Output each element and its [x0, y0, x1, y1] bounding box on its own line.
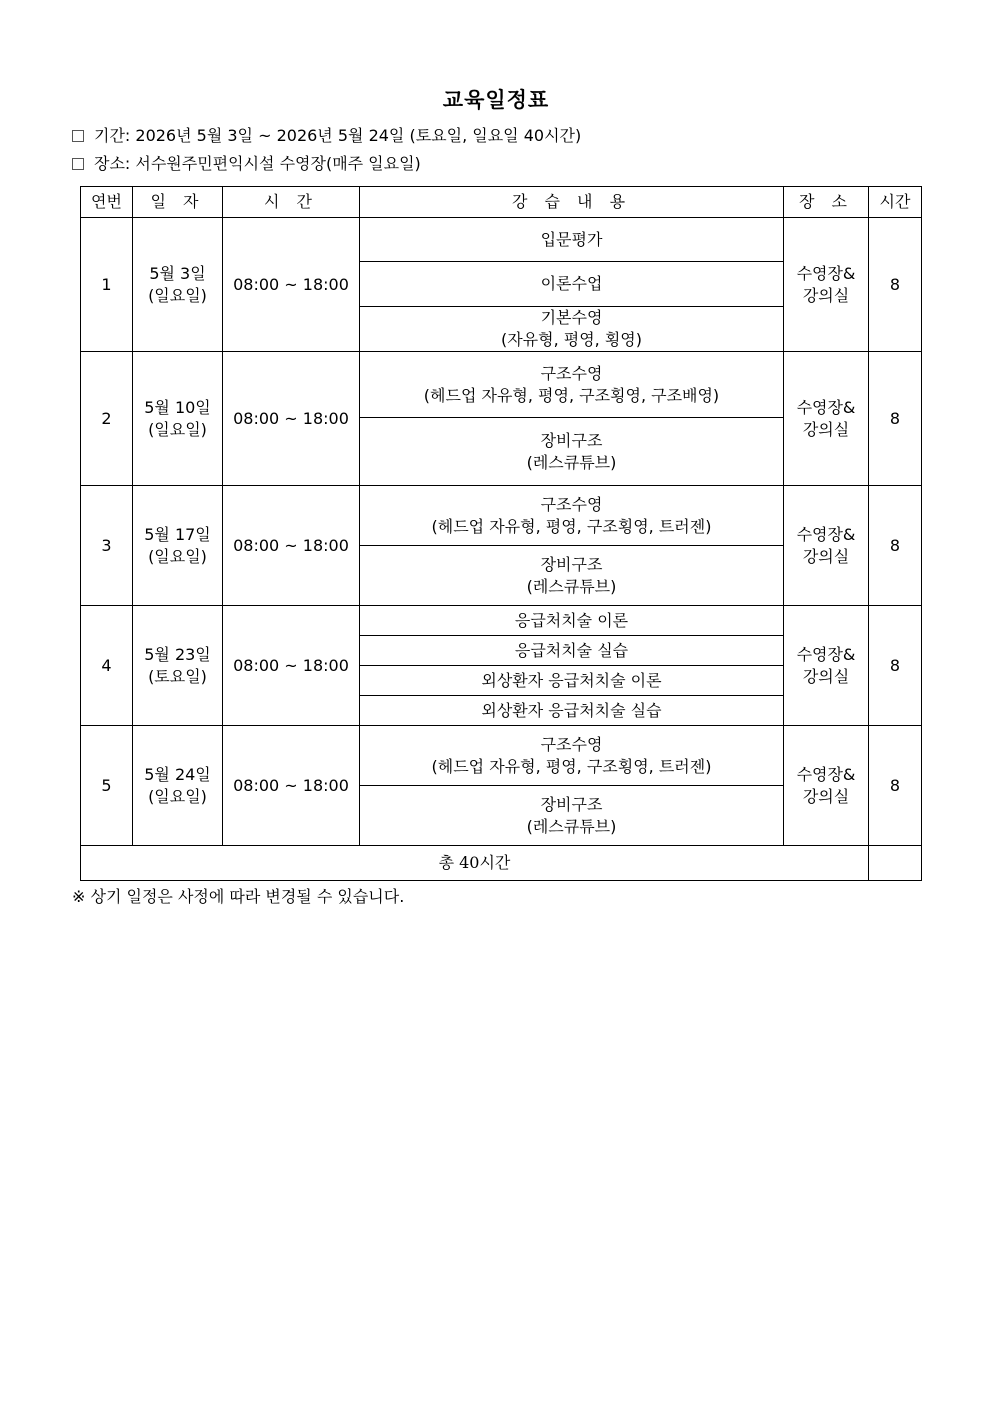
session-time: 08:00 ~ 18:00 — [223, 726, 360, 846]
session-hours: 8 — [869, 218, 922, 352]
table-row — [81, 218, 922, 262]
place-line: 강의실 — [802, 786, 850, 806]
session-place — [784, 352, 869, 486]
table-row — [81, 486, 922, 546]
table-row — [81, 352, 922, 418]
content-line: (자유형, 평영, 횡영) — [500, 330, 643, 349]
content-line: 기본수영 — [540, 308, 603, 327]
session-content — [360, 606, 784, 636]
session-date — [133, 606, 223, 726]
content-line: (헤드업 자유형, 평영, 구조횡영, 트러젠) — [431, 516, 712, 536]
date-text: 5월 24일 — [144, 764, 211, 784]
total-row — [81, 846, 922, 881]
content-line: (헤드업 자유형, 평영, 구조횡영, 트러젠) — [431, 756, 712, 776]
header-no: 연번 — [81, 187, 133, 218]
place-line: 강의실 — [802, 419, 850, 439]
session-place — [784, 218, 869, 352]
session-content — [360, 218, 784, 262]
session-hours: 8 — [869, 606, 922, 726]
content-line: 외상환자 응급처치술 실습 — [481, 700, 662, 720]
place-line: 수영장& — [796, 524, 856, 544]
session-time: 08:00 ~ 18:00 — [223, 486, 360, 606]
place-line: 강의실 — [802, 285, 850, 305]
content-line: 장비구조 — [540, 430, 603, 450]
table-row — [81, 606, 922, 636]
header-row — [81, 187, 922, 218]
place-line: 수영장& — [796, 764, 856, 784]
total-hours-cell — [869, 846, 922, 881]
session-content — [360, 262, 784, 307]
session-hours: 8 — [869, 486, 922, 606]
session-number: 4 — [81, 606, 133, 726]
session-content — [360, 307, 784, 352]
day-text: (일요일) — [148, 786, 207, 806]
session-date — [133, 726, 223, 846]
place-line: 수영장& — [796, 644, 856, 664]
header-hours: 시간 — [869, 187, 922, 218]
session-date — [133, 352, 223, 486]
table-row — [81, 726, 922, 786]
content-line: 장비구조 — [540, 794, 603, 814]
header-date: 일 자 — [133, 187, 223, 218]
header-time: 시 간 — [223, 187, 360, 218]
session-number: 3 — [81, 486, 133, 606]
content-line: 구조수영 — [540, 734, 603, 754]
session-place — [784, 726, 869, 846]
session-content — [360, 786, 784, 846]
date-text: 5월 10일 — [144, 397, 211, 417]
place-line — [72, 153, 421, 175]
content-line: 장비구조 — [540, 554, 603, 574]
header-place: 장 소 — [784, 187, 869, 218]
date-text: 5월 23일 — [144, 644, 211, 664]
session-hours: 8 — [869, 352, 922, 486]
session-content — [360, 696, 784, 726]
content-line: 이론수업 — [540, 274, 603, 293]
session-content — [360, 486, 784, 546]
session-hours: 8 — [869, 726, 922, 846]
place-line: 수영장& — [796, 397, 856, 417]
period-line — [72, 125, 581, 147]
footnote: ※ 상기 일정은 사정에 따라 변경될 수 있습니다. — [72, 887, 405, 906]
session-date — [133, 218, 223, 352]
checkbox-icon — [72, 158, 84, 170]
content-line: 외상환자 응급처치술 이론 — [481, 670, 662, 690]
place-text: 장소: 서수원주민편익시설 수영장(매주 일요일) — [94, 154, 421, 173]
content-line: 응급처치술 이론 — [514, 610, 629, 630]
header-content: 강 습 내 용 — [360, 187, 784, 218]
session-time: 08:00 ~ 18:00 — [223, 606, 360, 726]
session-content — [360, 636, 784, 666]
day-text: (일요일) — [148, 546, 207, 566]
place-line: 수영장& — [796, 263, 856, 283]
session-content — [360, 666, 784, 696]
content-line: (레스큐튜브) — [526, 452, 617, 472]
total-label: 총 40시간 — [81, 846, 869, 881]
session-content — [360, 352, 784, 418]
day-text: (일요일) — [148, 419, 207, 439]
content-line: (헤드업 자유형, 평영, 구조횡영, 구조배영) — [423, 385, 720, 405]
session-content — [360, 546, 784, 606]
content-line: 구조수영 — [540, 363, 603, 383]
session-content — [360, 418, 784, 486]
content-line: 입문평가 — [540, 229, 603, 249]
session-time: 08:00 ~ 18:00 — [223, 352, 360, 486]
date-text: 5월 3일 — [149, 263, 206, 283]
session-date — [133, 486, 223, 606]
session-content — [360, 726, 784, 786]
session-place — [784, 486, 869, 606]
content-line: 응급처치술 실습 — [514, 640, 629, 660]
content-line: 구조수영 — [540, 494, 603, 514]
session-place — [784, 606, 869, 726]
schedule-body — [81, 218, 922, 846]
page-title: 교육일정표 — [442, 87, 550, 112]
content-line: (레스큐튜브) — [526, 576, 617, 596]
session-number: 2 — [81, 352, 133, 486]
content-line: (레스큐튜브) — [526, 816, 617, 836]
checkbox-icon — [72, 130, 84, 142]
day-text: (토요일) — [148, 666, 207, 686]
period-text: 기간: 2026년 5월 3일 ~ 2026년 5월 24일 (토요일, 일요일 40시간) — [94, 126, 582, 145]
session-number: 5 — [81, 726, 133, 846]
day-text: (일요일) — [148, 285, 207, 305]
place-line: 강의실 — [802, 546, 850, 566]
session-number: 1 — [81, 218, 133, 352]
schedule-table — [80, 186, 922, 881]
date-text: 5월 17일 — [144, 524, 211, 544]
place-line: 강의실 — [802, 666, 850, 686]
session-time: 08:00 ~ 18:00 — [223, 218, 360, 352]
